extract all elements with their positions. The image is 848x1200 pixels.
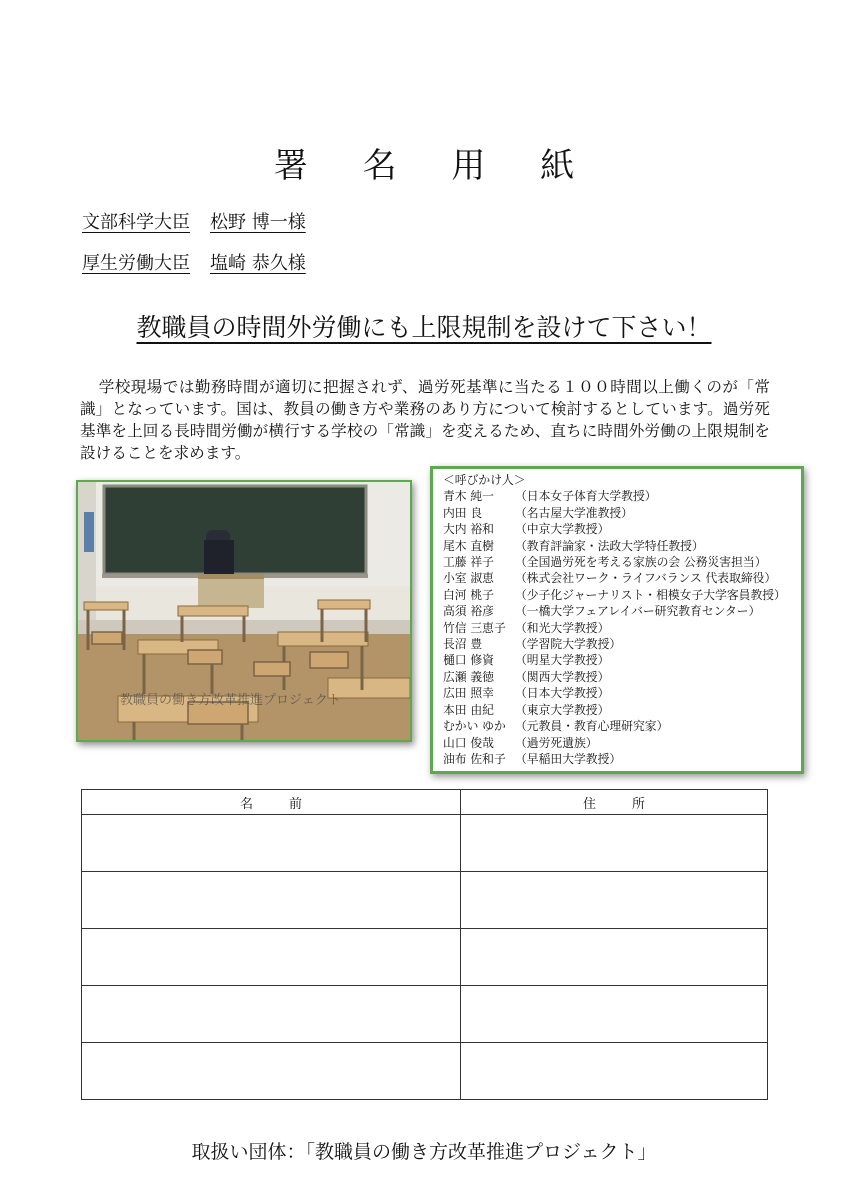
signature-address-cell[interactable]: [461, 815, 768, 872]
caller-affiliation: （早稲田大学教授）: [515, 751, 622, 766]
signature-row: [82, 986, 768, 1043]
body-paragraph: 学校現場では勤務時間が適切に把握されず、過労死基準に当たる１００時間以上働くのが「常識」となっています。国は、教員の働き方や業務のあり方について検討するとしています。過労死基準を上回る長時間労働が横行する学校の「常識」を変えるため、直ちに時間外労働の上限規制を設けることを求めます。: [80, 378, 770, 462]
caller-name: 広田 照幸: [443, 686, 494, 701]
caller-name: 山口 俊哉: [443, 735, 494, 750]
callers-list: [443, 488, 791, 767]
signature-name-cell[interactable]: [82, 872, 461, 929]
signature-table-body: [82, 815, 768, 1100]
signature-name-cell[interactable]: [82, 815, 461, 872]
caller-item: [443, 636, 791, 652]
caller-affiliation: （学習院大学教授）: [515, 637, 622, 652]
column-header-name: 名前: [82, 790, 461, 815]
caller-name: 高須 裕彦: [443, 604, 494, 619]
classroom-illustration: [78, 482, 410, 740]
caller-affiliation: （少子化ジャーナリスト・相模女子大学客員教授）: [515, 587, 786, 602]
signature-address-cell[interactable]: [461, 986, 768, 1043]
signature-address-cell[interactable]: [461, 1043, 768, 1100]
caller-affiliation: （関西大学教授）: [515, 669, 610, 684]
organizer-footer: 取扱い団体：「教職員の働き方改革推進プロジェクト」: [191, 1141, 657, 1163]
addressee-name: 松野 博一様: [210, 212, 306, 233]
signature-row: [82, 872, 768, 929]
signature-address-cell[interactable]: [461, 929, 768, 986]
caller-item: [443, 505, 791, 521]
signature-name-cell[interactable]: [82, 929, 461, 986]
caller-item: [443, 521, 791, 537]
caller-name: 本田 由紀: [443, 702, 494, 717]
caller-item: [443, 735, 791, 751]
signature-row: [82, 815, 768, 872]
caller-name: 竹信 三恵子: [443, 620, 506, 635]
caller-affiliation: （全国過労死を考える家族の会 公務災害担当）: [515, 555, 767, 570]
signature-table: [81, 789, 768, 1100]
column-header-address: 住所: [461, 790, 768, 815]
caller-item: [443, 488, 791, 504]
caller-affiliation: （日本大学教授）: [515, 686, 610, 701]
addressee-name: 塩崎 恭久様: [210, 253, 306, 274]
caller-item: [443, 751, 791, 767]
caller-name: 油布 佐和子: [443, 751, 506, 766]
caller-item: [443, 603, 791, 619]
caller-item: [443, 620, 791, 636]
caller-item: [443, 538, 791, 554]
addressee-role: 厚生労働大臣: [82, 253, 190, 274]
caller-name: 広瀬 義徳: [443, 669, 494, 684]
addressee-labor-minister: [82, 249, 306, 275]
signature-row: [82, 929, 768, 986]
caller-item: [443, 702, 791, 718]
caller-affiliation: （中京大学教授）: [515, 522, 610, 537]
caller-name: 長沼 豊: [443, 637, 483, 652]
caller-name: 内田 良: [443, 505, 483, 520]
caller-name: 工藤 祥子: [443, 555, 494, 570]
photo-watermark: 教職員の働き方改革推進プロジェクト: [120, 693, 341, 708]
callers-box: [430, 466, 804, 774]
caller-affiliation: （一橋大学フェアレイバー研究教育センター）: [515, 604, 761, 619]
caller-name: 青木 純一: [443, 489, 494, 504]
petition-body: [80, 376, 770, 464]
caller-affiliation: （名古屋大学准教授）: [515, 505, 633, 520]
signature-row: [82, 1043, 768, 1100]
caller-affiliation: （和光大学教授）: [515, 620, 610, 635]
addressee-role: 文部科学大臣: [82, 212, 190, 233]
caller-item: [443, 587, 791, 603]
caller-affiliation: （教育評論家・法政大学特任教授）: [515, 538, 704, 553]
caller-item: [443, 669, 791, 685]
caller-name: 樋口 修資: [443, 653, 494, 668]
caller-item: [443, 554, 791, 570]
caller-affiliation: （株式会社ワーク・ライフバランス 代表取締役）: [515, 571, 777, 586]
caller-affiliation: （明星大学教授）: [515, 653, 610, 668]
headline-text: 教職員の時間外労働にも上限規制を設けて下さい！: [136, 313, 712, 342]
petition-headline: [0, 308, 848, 344]
caller-name: 小室 淑恵: [443, 571, 494, 586]
caller-item: [443, 718, 791, 734]
addressee-education-minister: [82, 208, 306, 234]
signature-address-cell[interactable]: [461, 872, 768, 929]
caller-item: [443, 570, 791, 586]
signature-table-header: [82, 790, 768, 815]
caller-affiliation: （元教員・教育心理研究家）: [515, 719, 669, 734]
caller-item: [443, 652, 791, 668]
caller-affiliation: （東京大学教授）: [515, 702, 610, 717]
caller-name: むかい ゆか: [443, 719, 506, 734]
caller-name: 大内 裕和: [443, 522, 494, 537]
page-title: 署 名 用 紙: [273, 146, 597, 186]
signature-name-cell[interactable]: [82, 986, 461, 1043]
caller-name: 白河 桃子: [443, 587, 494, 602]
callers-heading: ＜呼びかけ人＞: [443, 473, 526, 487]
caller-affiliation: （日本女子体育大学教授）: [515, 489, 657, 504]
caller-name: 尾木 直樹: [443, 538, 494, 553]
classroom-photo: [76, 480, 412, 742]
signature-name-cell[interactable]: [82, 1043, 461, 1100]
caller-affiliation: （過労死遺族）: [515, 735, 598, 750]
caller-item: [443, 685, 791, 701]
